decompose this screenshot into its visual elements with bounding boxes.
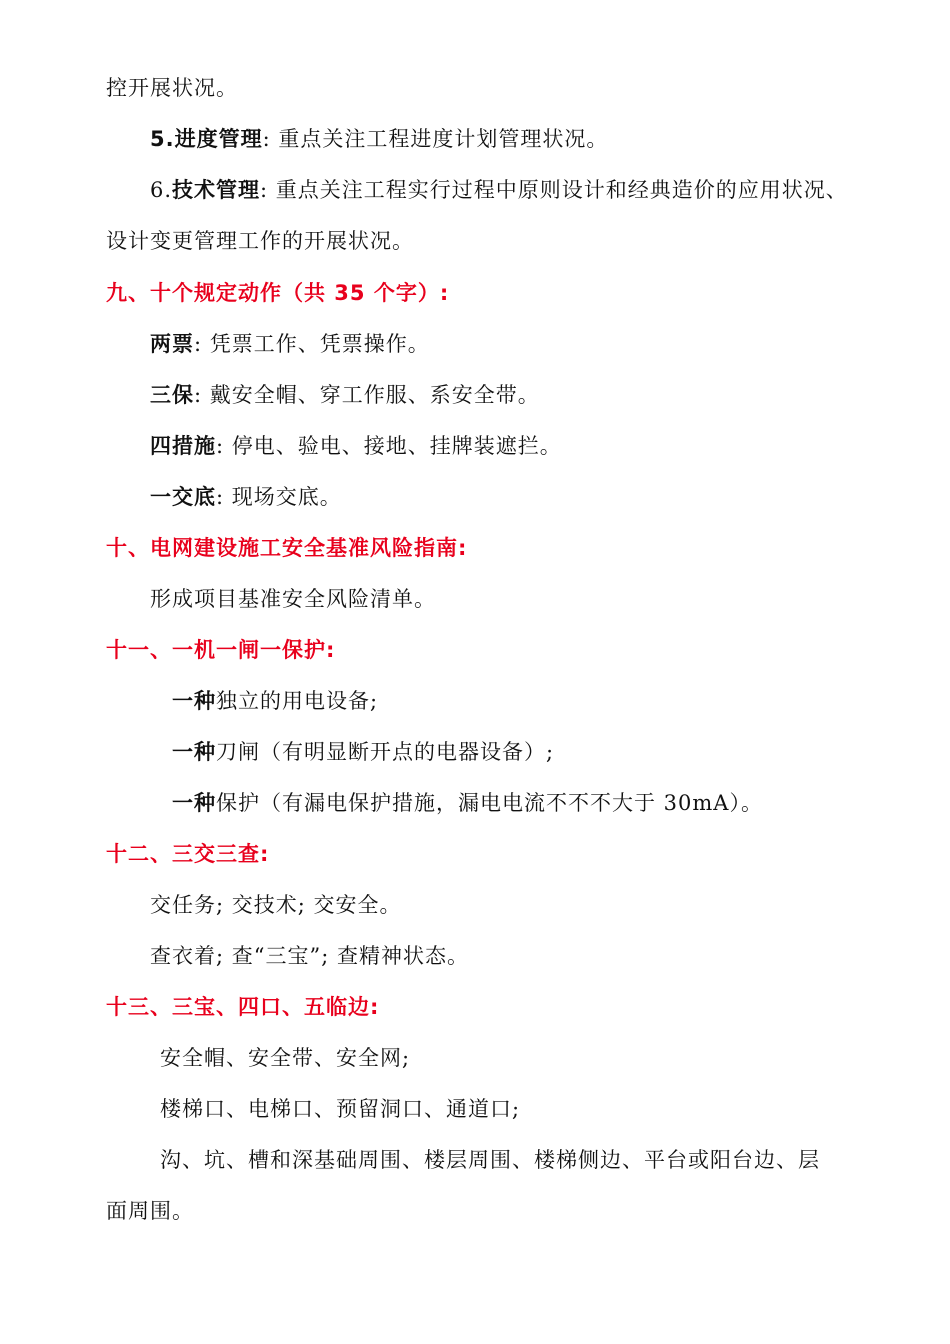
section-13-line-1: 安全帽、安全带、安全网; bbox=[160, 1046, 411, 1070]
protection-item-leakage bbox=[172, 788, 763, 818]
section-10-text: 形成项目基准安全风险清单。 bbox=[150, 587, 436, 611]
item-text: : 现场交底。 bbox=[216, 485, 342, 509]
item-schedule-management bbox=[150, 124, 608, 154]
paragraph-text: 控开展状况。 bbox=[106, 76, 238, 100]
item-label: 5.进度管理 bbox=[150, 127, 263, 151]
rule-item-three-protections bbox=[150, 380, 540, 410]
item-label: 三保 bbox=[150, 383, 194, 407]
section-13-line-4: 面周围。 bbox=[106, 1199, 194, 1223]
item-text: : 凭票工作、凭票操作。 bbox=[194, 332, 430, 356]
item-text: 刀闸（有明显断开点的电器设备）; bbox=[216, 740, 555, 764]
item-text: : 重点关注工程实行过程中原则设计和经典造价的应用状况、 bbox=[260, 178, 848, 202]
protection-item-device bbox=[172, 686, 378, 716]
item-label: 技术管理 bbox=[172, 178, 261, 202]
item-text: : 停电、验电、接地、挂牌装遮拦。 bbox=[216, 434, 562, 458]
section-heading-12: 十二、三交三查: bbox=[106, 842, 270, 866]
item-label: 两票 bbox=[150, 332, 194, 356]
item-text: 设计变更管理工作的开展状况。 bbox=[106, 229, 414, 253]
item-text: : 戴安全帽、穿工作服、系安全带。 bbox=[194, 383, 540, 407]
section-heading-13: 十三、三宝、四口、五临边: bbox=[106, 995, 380, 1019]
rule-item-four-measures bbox=[150, 431, 562, 461]
section-12-line-1: 交任务; 交技术; 交安全。 bbox=[150, 893, 402, 917]
item-label: 一交底 bbox=[150, 485, 216, 509]
item-label: 一种 bbox=[172, 689, 216, 713]
item-text: 保护（有漏电保护措施，漏电电流不不不大于 30mA）。 bbox=[216, 791, 763, 815]
paragraph-continuation bbox=[106, 73, 238, 103]
item-number: 6. bbox=[150, 178, 173, 202]
item-technical-management-cont bbox=[106, 226, 414, 256]
section-heading-11: 十一、一机一闸一保护: bbox=[106, 638, 336, 662]
rule-item-two-tickets bbox=[150, 329, 430, 359]
item-text: : 重点关注工程进度计划管理状况。 bbox=[262, 127, 609, 151]
section-12-line-2: 查衣着; 查“三宝”; 查精神状态。 bbox=[150, 944, 469, 968]
protection-item-switch bbox=[172, 737, 554, 767]
item-label: 一种 bbox=[172, 740, 216, 764]
item-technical-management bbox=[150, 175, 848, 205]
section-heading-10: 十、电网建设施工安全基准风险指南: bbox=[106, 536, 468, 560]
section-13-line-2: 楼梯口、电梯口、预留洞口、通道口; bbox=[160, 1097, 521, 1121]
rule-item-one-briefing bbox=[150, 482, 342, 512]
item-label: 四措施 bbox=[150, 434, 216, 458]
item-label: 一种 bbox=[172, 791, 216, 815]
item-text: 独立的用电设备; bbox=[216, 689, 379, 713]
section-13-line-3: 沟、坑、槽和深基础周围、楼层周围、楼梯侧边、平台或阳台边、层 bbox=[160, 1148, 820, 1172]
section-heading-9: 九、十个规定动作（共 35 个字）: bbox=[106, 281, 450, 305]
